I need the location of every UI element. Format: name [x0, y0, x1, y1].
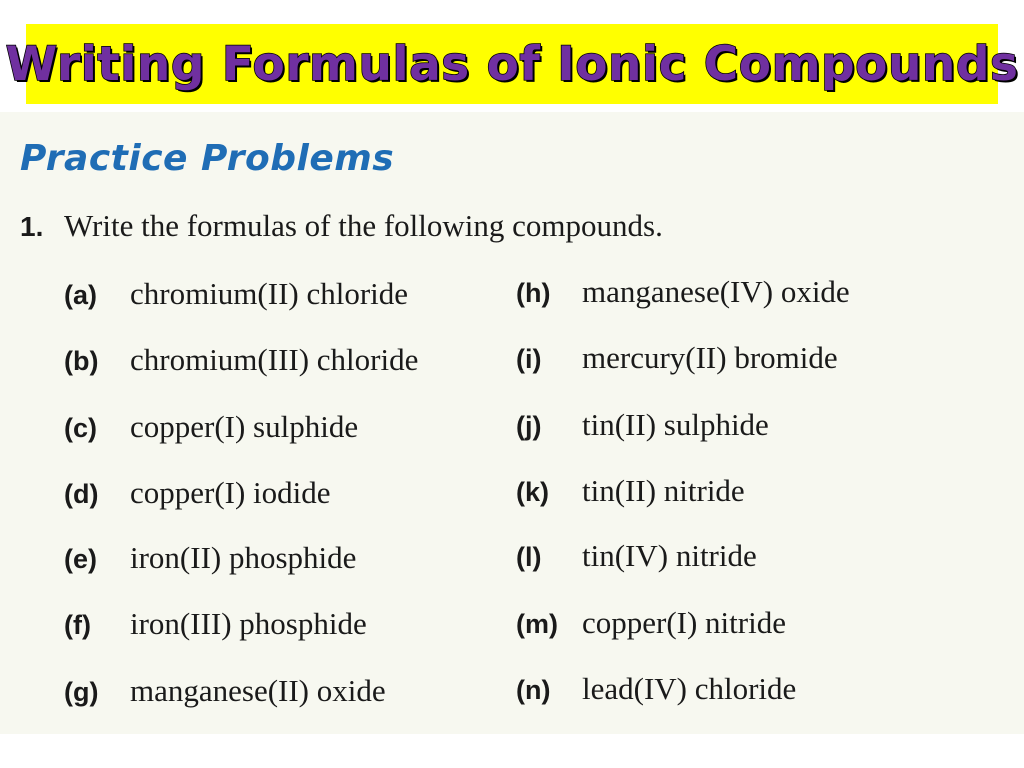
list-item-i [516, 338, 838, 378]
item-letter: (d) [64, 479, 99, 509]
item-name: iron(III) phosphide [130, 606, 367, 641]
item-letter: (e) [64, 544, 97, 574]
item-name: copper(I) nitride [582, 605, 786, 640]
item-letter: (l) [516, 542, 542, 572]
item-name: iron(II) phosphide [130, 540, 357, 575]
list-item-l [516, 536, 757, 576]
slide-title: Writing Formulas of Ionic Compounds [5, 36, 1019, 92]
item-letter: (n) [516, 675, 551, 705]
textbook-excerpt [0, 112, 1024, 734]
item-letter: (m) [516, 609, 558, 639]
list-item-k [516, 471, 745, 511]
item-name: manganese(II) oxide [130, 673, 386, 708]
item-name: lead(IV) chloride [582, 671, 797, 706]
item-name: manganese(IV) oxide [582, 274, 850, 309]
list-item-j [516, 405, 769, 445]
item-name: chromium(II) chloride [130, 276, 409, 311]
problem-number: 1. [20, 211, 44, 242]
title-banner [5, 24, 1019, 104]
list-item-d [64, 473, 331, 513]
item-letter: (h) [516, 278, 551, 308]
list-item-g [64, 671, 386, 711]
list-item-c [64, 407, 358, 447]
item-name: chromium(III) chloride [130, 342, 419, 377]
section-heading: Practice Problems [20, 138, 395, 179]
item-letter: (g) [64, 677, 99, 707]
item-letter: (f) [64, 610, 91, 640]
item-letter: (k) [516, 477, 549, 507]
item-name: copper(I) iodide [130, 475, 331, 510]
list-item-m [516, 603, 786, 643]
item-letter: (c) [64, 413, 97, 443]
item-letter: (b) [64, 346, 99, 376]
list-item-e [64, 538, 356, 578]
list-item-f [64, 604, 367, 644]
problem-text: Write the formulas of the following compounds. [64, 208, 663, 243]
list-item-h [516, 272, 850, 312]
item-letter: (j) [516, 411, 542, 441]
item-name: tin(IV) nitride [582, 538, 757, 573]
item-letter: (i) [516, 344, 542, 374]
item-name: mercury(II) bromide [582, 340, 838, 375]
list-item-n [516, 669, 796, 709]
item-name: tin(II) sulphide [582, 407, 769, 442]
problem-statement [20, 208, 663, 244]
item-name: copper(I) sulphide [130, 409, 359, 444]
item-letter: (a) [64, 280, 97, 310]
item-name: tin(II) nitride [582, 473, 745, 508]
list-item-a [64, 274, 408, 314]
list-item-b [64, 340, 418, 380]
